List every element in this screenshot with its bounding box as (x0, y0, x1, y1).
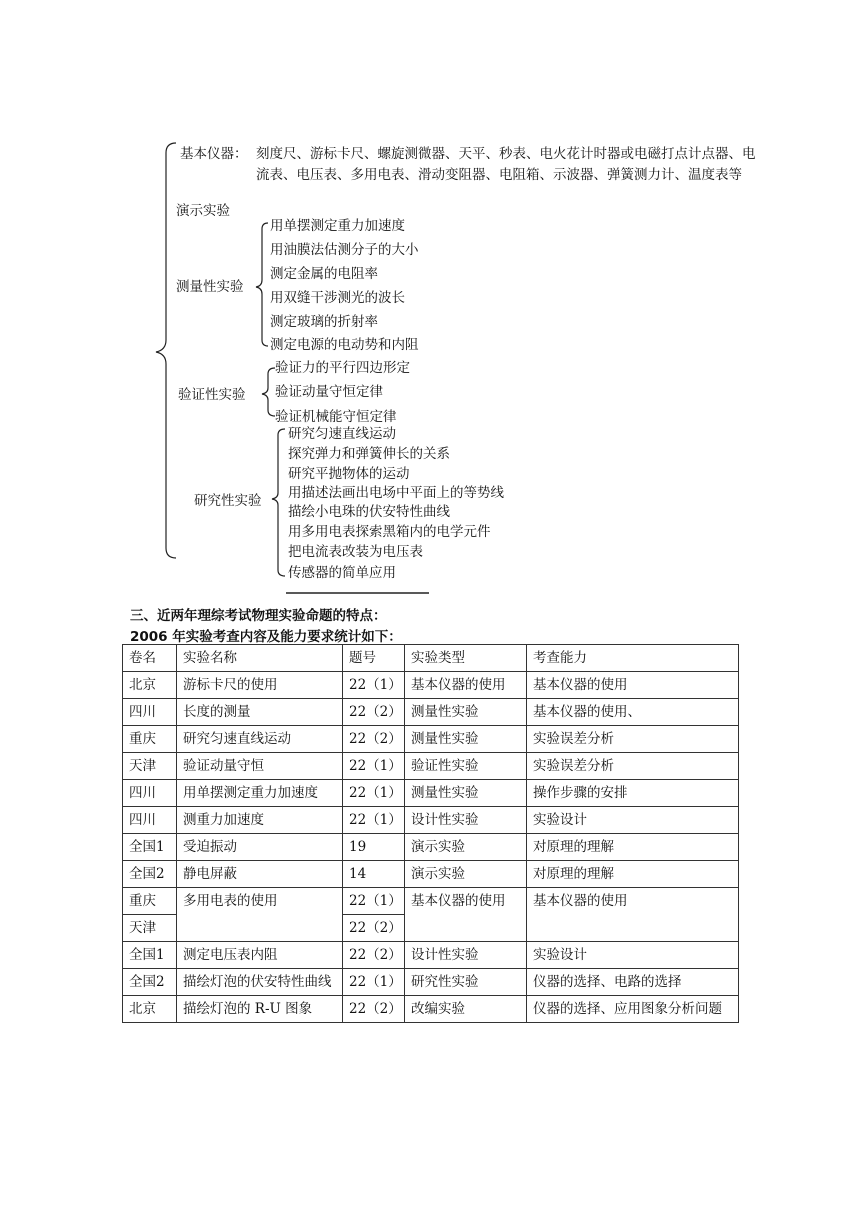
table-header-cell: 实验名称 (177, 645, 343, 672)
table-cell: 对原理的理解 (527, 834, 739, 861)
table-row (123, 996, 739, 1023)
table-cell: 用单摆测定重力加速度 (177, 780, 343, 807)
table-cell: 22（2） (343, 996, 405, 1023)
experiment-stats-table (122, 644, 739, 1023)
table-cell: 基本仪器的使用 (405, 888, 527, 942)
basic-instruments-line2: 流表、电压表、多用电表、滑动变阻器、电阻箱、示波器、弹簧测力计、温度表等 (256, 167, 742, 183)
research-item: 用描述法画出电场中平面上的等势线 (288, 485, 504, 501)
table-row (123, 888, 739, 915)
table-row (123, 726, 739, 753)
table-cell: 操作步骤的安排 (527, 780, 739, 807)
measure-item: 测定金属的电阻率 (270, 266, 378, 282)
table-cell: 演示实验 (405, 834, 527, 861)
verify-item: 验证力的平行四边形定 (275, 360, 410, 376)
table-cell: 重庆 (123, 888, 177, 915)
table-cell: 测量性实验 (405, 699, 527, 726)
table-cell: 四川 (123, 780, 177, 807)
table-cell: 天津 (123, 753, 177, 780)
table-cell: 全国2 (123, 861, 177, 888)
measure-experiment-label: 测量性实验 (176, 279, 244, 295)
table-cell: 测量性实验 (405, 726, 527, 753)
table-row (123, 861, 739, 888)
table-cell: 22（1） (343, 672, 405, 699)
table-header-cell: 实验类型 (405, 645, 527, 672)
table-cell: 描绘灯泡的伏安特性曲线 (177, 969, 343, 996)
table-cell: 22（2） (343, 726, 405, 753)
table-cell: 重庆 (123, 726, 177, 753)
table-cell: 22（1） (343, 888, 405, 915)
measure-item: 用油膜法估测分子的大小 (270, 242, 419, 258)
table-cell: 验证性实验 (405, 753, 527, 780)
table-cell: 22（1） (343, 753, 405, 780)
table-cell: 实验设计 (527, 942, 739, 969)
table-cell: 描绘灯泡的 R-U 图象 (177, 996, 343, 1023)
table-cell: 22（2） (343, 942, 405, 969)
table-cell: 天津 (123, 915, 177, 942)
verify-brace (262, 368, 275, 416)
table-header-cell: 考查能力 (527, 645, 739, 672)
table-header-row (123, 645, 739, 672)
table-cell: 四川 (123, 807, 177, 834)
measure-item: 测定玻璃的折射率 (270, 314, 378, 330)
research-item: 把电流表改装为电压表 (288, 544, 423, 560)
table-cell: 游标卡尺的使用 (177, 672, 343, 699)
table-header-cell: 卷名 (123, 645, 177, 672)
table-cell: 四川 (123, 699, 177, 726)
table-row (123, 672, 739, 699)
table-cell: 仪器的选择、应用图象分析问题 (527, 996, 739, 1023)
basic-instruments-label: 基本仪器： (180, 146, 248, 162)
research-item: 描绘小电珠的伏安特性曲线 (288, 504, 450, 520)
table-cell: 基本仪器的使用 (527, 888, 739, 942)
research-item: 研究匀速直线运动 (288, 426, 396, 442)
table-cell: 设计性实验 (405, 942, 527, 969)
table-cell: 22（2） (343, 915, 405, 942)
research-item: 传感器的简单应用 (288, 565, 396, 581)
table-cell: 研究性实验 (405, 969, 527, 996)
research-item: 探究弹力和弹簧伸长的关系 (288, 446, 450, 462)
main-brace (156, 143, 176, 558)
table-cell: 长度的测量 (177, 699, 343, 726)
table-cell: 测量性实验 (405, 780, 527, 807)
table-row (123, 807, 739, 834)
table-cell: 实验误差分析 (527, 753, 739, 780)
table-row (123, 753, 739, 780)
table-cell: 全国1 (123, 942, 177, 969)
table-cell: 全国1 (123, 834, 177, 861)
table-cell: 设计性实验 (405, 807, 527, 834)
research-item: 用多用电表探索黑箱内的电学元件 (288, 524, 491, 540)
table-cell: 仪器的选择、电路的选择 (527, 969, 739, 996)
table-cell: 测重力加速度 (177, 807, 343, 834)
verify-item: 验证机械能守恒定律 (275, 409, 397, 425)
table-cell: 22（2） (343, 699, 405, 726)
table-cell: 静电屏蔽 (177, 861, 343, 888)
measure-item: 用双缝干涉测光的波长 (270, 290, 405, 306)
table-cell: 基本仪器的使用 (527, 672, 739, 699)
table-cell: 北京 (123, 996, 177, 1023)
measure-brace (256, 223, 268, 346)
table-cell: 对原理的理解 (527, 861, 739, 888)
table-cell: 测定电压表内阻 (177, 942, 343, 969)
table-cell: 验证动量守恒 (177, 753, 343, 780)
table-cell: 北京 (123, 672, 177, 699)
table-cell: 14 (343, 861, 405, 888)
table-row (123, 834, 739, 861)
section-title: 三、近两年理综考试物理实验命题的特点： (130, 608, 387, 624)
verify-item: 验证动量守恒定律 (275, 384, 383, 400)
table-header-cell: 题号 (343, 645, 405, 672)
table-cell: 基本仪器的使用、 (527, 699, 739, 726)
table-cell: 改编实验 (405, 996, 527, 1023)
table-cell: 研究匀速直线运动 (177, 726, 343, 753)
table-cell: 实验误差分析 (527, 726, 739, 753)
verify-experiment-label: 验证性实验 (178, 387, 246, 403)
basic-instruments-line1: 刻度尺、游标卡尺、螺旋测微器、天平、秒表、电火花计时器或电磁打点计点器、电 (256, 146, 756, 162)
table-caption: 2006 年实验考查内容及能力要求统计如下： (130, 629, 402, 645)
research-item: 研究平抛物体的运动 (288, 466, 410, 482)
table-cell: 演示实验 (405, 861, 527, 888)
measure-item: 测定电源的电动势和内阻 (270, 337, 419, 353)
table-cell: 19 (343, 834, 405, 861)
table-cell: 基本仪器的使用 (405, 672, 527, 699)
table-row (123, 969, 739, 996)
table-cell: 22（1） (343, 969, 405, 996)
demo-experiment-label: 演示实验 (176, 203, 230, 219)
table-row (123, 699, 739, 726)
measure-item: 用单摆测定重力加速度 (270, 218, 405, 234)
table-row (123, 942, 739, 969)
table-cell: 多用电表的使用 (177, 888, 343, 942)
table-cell: 22（1） (343, 807, 405, 834)
table-cell: 受迫振动 (177, 834, 343, 861)
table-cell: 全国2 (123, 969, 177, 996)
table-cell: 22（1） (343, 780, 405, 807)
table-cell: 实验设计 (527, 807, 739, 834)
table-row (123, 780, 739, 807)
research-brace (272, 429, 285, 576)
research-experiment-label: 研究性实验 (194, 493, 262, 509)
